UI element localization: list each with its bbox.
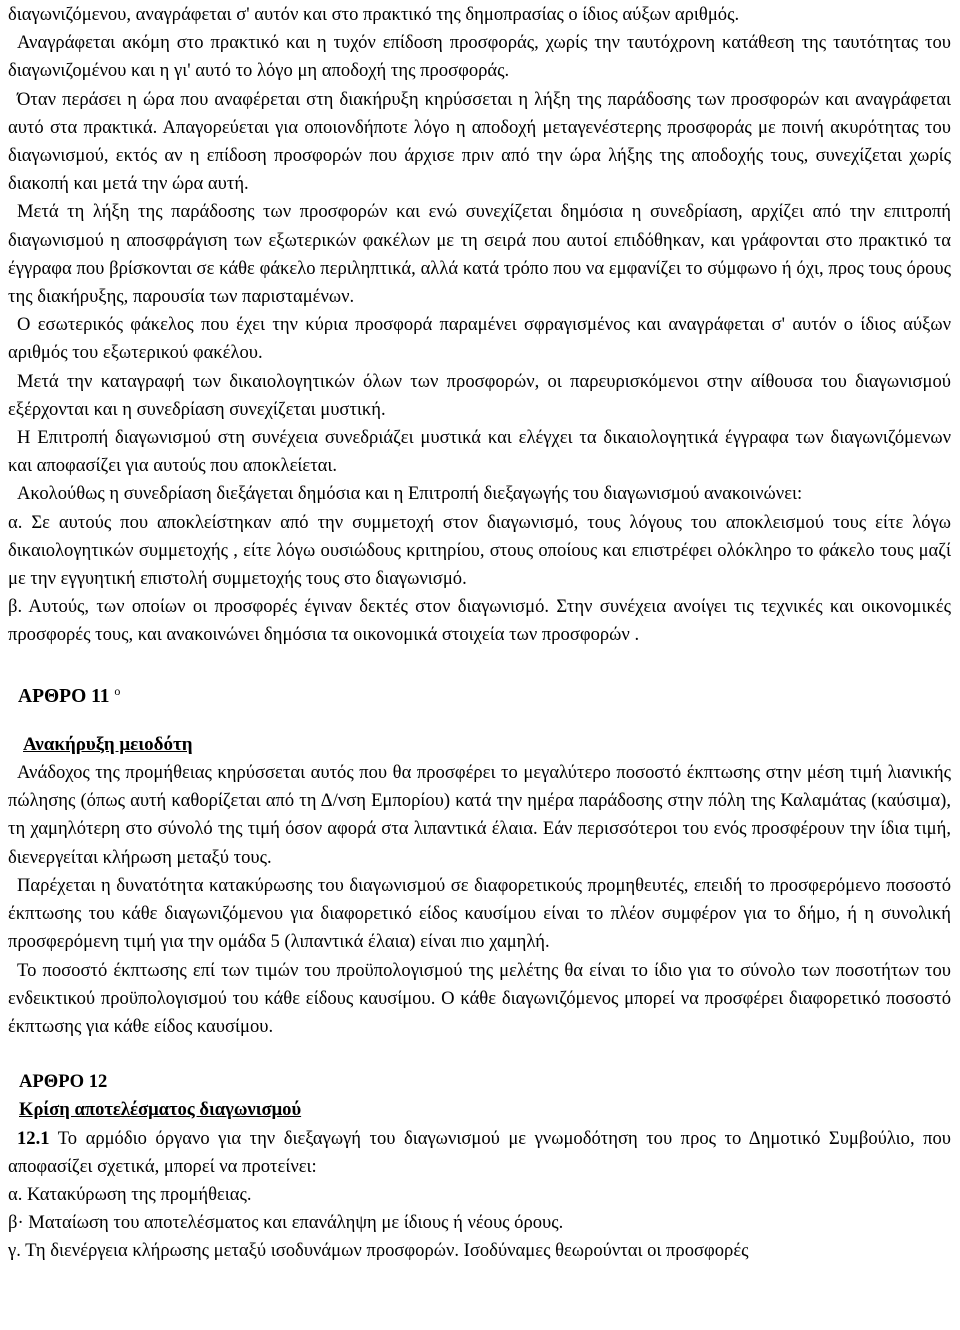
- paragraph-6: Μετά την καταγραφή των δικαιολογητικών όλων των προσφορών, οι παρευρισκόμενοι στην αίθουσα του διαγωνισμού εξέρχονται και η συνεδρίαση συνεχίζεται μυστική.: [8, 370, 951, 420]
- option-c: γ. Τη διενέργεια κλήρωσης μεταξύ ισοδυνάμων προσφορών. Ισοδύναμες θεωρούνται οι προσφορές: [8, 1240, 749, 1262]
- article-12-title: ΑΡΘΡΟ 12: [19, 1071, 108, 1093]
- item-number: 12.1: [17, 1127, 50, 1149]
- article-11-paragraph-3: Το ποσοστό έκπτωσης επί των τιμών του προϋπολογισμού της μελέτης θα είναι το ίδιο για το σύνολο των ποσοτήτων του ενδεικτικού προϋπολογισμού του κάθε είδους καυσίμου. Ο κάθε διαγωνιζόμενος μπορεί να προσφέρει διαφορετικό ποσοστό έκπτωσης για κάθε είδος καυσίμου.: [8, 959, 951, 1037]
- spacer: [8, 1041, 951, 1068]
- article-12-item-1: [8, 1125, 951, 1181]
- paragraph-option-b: β. Αυτούς, των οποίων οι προσφορές έγιναν δεκτές στον διαγωνισμό. Στην συνέχεια ανοίγει τις τεχνικές και οικονομικές προσφορές τους, και ανακοινώνει δημόσια τα οικονομικά στοιχεία των προσφορών .: [8, 596, 951, 646]
- item-text: Το αρμόδιο όργανο για την διεξαγωγή του διαγωνισμού με γνωμοδότηση του προς το Δημοτικό Συμβούλιο, που αποφασίζει σχετικά, μπορεί να προτείνει:: [8, 1127, 951, 1177]
- spacer: [8, 711, 951, 731]
- paragraph-3: Όταν περάσει η ώρα που αναφέρεται στη διακήρυξη κηρύσσεται η λήξη της παράδοσης των προσφορών και αναγράφεται αυτό στα πρακτικά. Απαγορεύεται για οποιονδήποτε λόγο η αποδοχή μεταγενέστερης προσφοράς με ποινή ακυρότητας του διαγωνισμού, εκτός αν η επίδοση προσφορών που άρχισε πριν από την ώρα λήξης της αποδοχής τους, συνεχίζεται χωρίς διακοπή και μετά την ώρα αυτή.: [8, 88, 951, 195]
- option-a: α. Κατακύρωση της προμήθειας.: [8, 1183, 252, 1205]
- paragraph-option-a: α. Σε αυτούς που αποκλείστηκαν από την συμμετοχή στον διαγωνισμό, τους λόγους του αποκλεισμού τους είτε λόγω δικαιολογητικών συμμετοχής , είτε λόγω ουσιώδους κριτηρίου, στους οποίους και επιστρέφει ολόκληρο το φάκελο τους μαζί με την εγγυητική επιστολή συμμετοχής τους στο διαγωνισμό.: [8, 511, 951, 590]
- article-11-paragraph-1: Ανάδοχος της προμήθειας κηρύσσεται αυτός που θα προσφέρει το μεγαλύτερο ποσοστό έκπτωσης στην μέση τιμή λιανικής πώλησης (όπως αυτή καθορίζεται από τη Δ/νση Εμπορίου) κατά την ημέρα παράδοσης στην πόλη της Καλαμάτας (καύσιμα), τη χαμηλότερη στο σύνολό της τιμή όσον αφορά στα λιπαντικά έλαια. Εάν περισσότεροι του ενός προσφέρουν την ίδια τιμή, διενεργείται κλήρωση μεταξύ τους.: [8, 762, 951, 868]
- article-11-title: [8, 677, 951, 711]
- spacer: [8, 650, 951, 677]
- paragraph-5: Ο εσωτερικός φάκελος που έχει την κύρια προσφορά παραμένει σφραγισμένος και αναγράφεται σ' αυτόν ο ίδιος αύξων αριθμός του εξωτερικού φακέλου.: [8, 314, 951, 364]
- paragraph-4: Μετά τη λήξη της παράδοσης των προσφορών και ενώ συνεχίζεται δημόσια η συνεδρίαση, αρχίζει από την επιτροπή διαγωνισμού η αποσφράγιση των εξωτερικών φακέλων με τη σειρά που αυτοί επιδόθηκαν, και γράφονται στο πρακτικό τα έγγραφα που βρίσκονται σε κάθε φάκελο περιληπτικά, αλλά κατά τρόπο που να εμφανίζει το σύμφωνο ή όχι, προς τους όρους της διακήρυξης, παρουσία των παρισταμένων.: [8, 201, 951, 308]
- paragraph-8: Ακολούθως η συνεδρίαση διεξάγεται δημόσια και η Επιτροπή διεξαγωγής του διαγωνισμού ανακοινώνει:: [17, 483, 803, 505]
- article-11-subtitle: Ανακήρυξη μειοδότη: [23, 733, 193, 755]
- article-12-subtitle: Κρίση αποτελέσματος διαγωνισμού: [19, 1099, 302, 1121]
- article-11-title-text: ΑΡΘΡΟ 11: [18, 685, 110, 707]
- paragraph-7: Η Επιτροπή διαγωνισμού στη συνέχεια συνεδριάζει μυστικά και ελέγχει τα δικαιολογητικά έγγραφα των διαγωνιζόμενων και αποφασίζει για αυτούς που αποκλείεται.: [8, 427, 951, 477]
- paragraph-2: Αναγράφεται ακόμη στο πρακτικό και η τυχόν επίδοση προσφοράς, χωρίς την ταυτόχρονη κατάθεση της ταυτότητας του διαγωνιζομένου και η γι' αυτό το λόγο μη αποδοχή της προσφοράς.: [8, 32, 951, 82]
- article-11-degree-sign: ο: [114, 683, 121, 698]
- option-b: β· Ματαίωση του αποτελέσματος και επανάληψη με ίδιους ή νέους όρους.: [8, 1212, 564, 1234]
- article-11-degree: [110, 683, 121, 707]
- article-11-paragraph-2: Παρέχεται η δυνατότητα κατακύρωσης του διαγωνισμού σε διαφορετικούς προμηθευτές, επειδή το προσφερόμενο ποσοστό έκπτωσης του κάθε διαγωνιζόμενου για διαφορετικό είδος καυσίμου είναι το πλέον συμφέρον για το δήμο, ή η συνολική προσφερόμενη τιμή για την ομάδα 5 (λιπαντικά έλαια) είναι πιο χαμηλή.: [8, 874, 951, 953]
- paragraph-1: διαγωνιζόμενου, αναγράφεται σ' αυτόν και στο πρακτικό της δημοπρασίας ο ίδιος αύξων αριθμός.: [8, 4, 740, 25]
